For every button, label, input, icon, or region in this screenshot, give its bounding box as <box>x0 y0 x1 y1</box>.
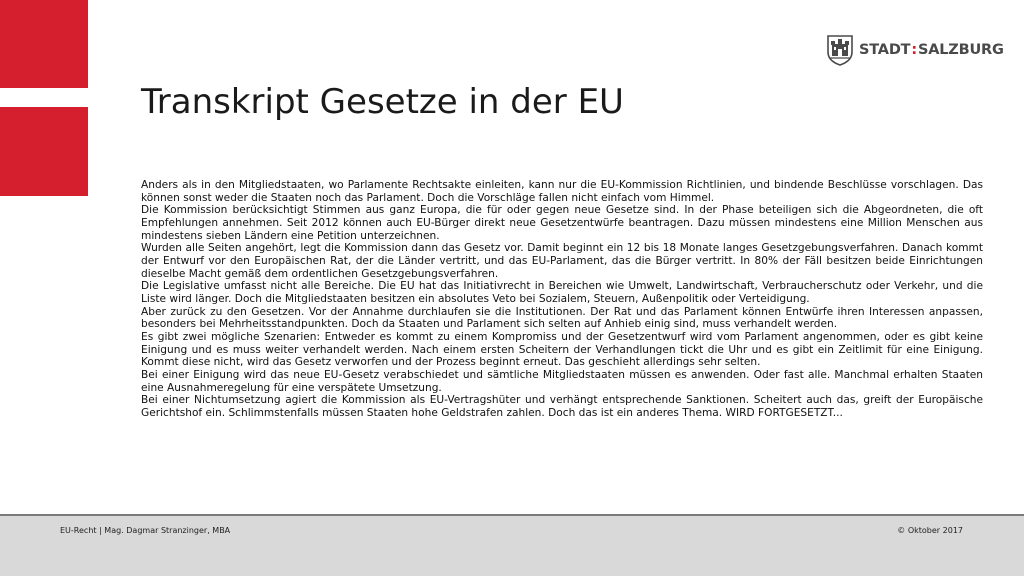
logo-text-right: SALZBURG <box>917 42 1004 58</box>
paragraph: Die Legislative umfasst nicht alle Bereiche. Die EU hat das Initiativrecht in Bereichen wie Umwelt, Landwirtschaft, Verbraucherschutz oder Verkehr, und die Liste wird länger. Doch die Mitgliedstaaten besitzen ein absolutes Veto bei Sozialem, Steuern, Außenpolitik oder Verteidigung. <box>141 280 983 305</box>
salzburg-coat-of-arms-icon <box>826 34 854 66</box>
red-accent-block-bottom <box>0 107 88 196</box>
paragraph: Bei einer Nichtumsetzung agiert die Kommission als EU-Vertragshüter und verhängt entsprechende Sanktionen. Scheitert auch das, greift der Europäische Gerichtshof ein. Schlimmstenfalls müssen Staaten hohe Geldstrafen zahlen. Doch das ist ein anderes Thema. WIRD FORTGESETZT... <box>141 394 983 419</box>
paragraph: Wurden alle Seiten angehört, legt die Kommission dann das Gesetz vor. Damit beginnt ein 12 bis 18 Monate langes Gesetzgebungsverfahren. Danach kommt der Entwurf vor den Europäischen Rat, der die Länder vertritt, und das EU-Parlament, das die Bürger vertritt. In 80% der Fäll besitzen beide Einrichtungen dieselbe Macht gemäß dem ordentlichen Gesetzgebungsverfahren. <box>141 242 983 280</box>
logo-text-left: STADT <box>859 42 911 58</box>
logo-separator: : <box>911 42 917 58</box>
paragraph: Bei einer Einigung wird das neue EU-Gesetz verabschiedet und sämtliche Mitgliedstaaten müssen es anwenden. Oder fast alle. Manchmal erhalten Staaten eine Ausnahmeregelung für eine verspätete Umsetzung. <box>141 368 983 394</box>
logo-wordmark <box>859 42 1004 58</box>
paragraph: Die Kommission berücksichtigt Stimmen aus ganz Europa, die für oder gegen neue Gesetze sind. In der Phase beteiligen sich die Abgeordneten, die oft Empfehlungen annehmen. Seit 2012 können auch EU-Bürger direkt neue Gesetzentwürfe beantragen. Dazu müssen mindestens eine Million Menschen aus mindestens sieben Ländern eine Petition unterzeichnen. <box>141 204 983 242</box>
slide-title: Transkript Gesetze in der EU <box>141 82 624 122</box>
paragraph: Anders als in den Mitgliedstaaten, wo Parlamente Rechtsakte einleiten, kann nur die EU-Kommission Richtlinien, und bindende Beschlüsse vorschlagen. Das können sonst weder die Staaten noch das Parlament. Doch die Vorschläge fallen nicht einfach vom Himmel. <box>141 179 983 204</box>
paragraph: Es gibt zwei mögliche Szenarien: Entweder es kommt zu einem Kompromiss und der Gesetzentwurf wird vom Parlament angenommen, oder es gibt keine Einigung und es muss weiter verhandelt werden. Nach einem ersten Scheitern der Verhandlungen tickt die Uhr und es gibt ein Zeitlimit für eine Einigung. Kommt diese nicht, wird das Gesetz verworfen und der Prozess beginnt erneut. Das geschieht allerdings sehr selten. <box>141 330 983 369</box>
transcript-body <box>141 179 983 419</box>
red-accent-block-top <box>0 0 88 88</box>
paragraph: Aber zurück zu den Gesetzen. Vor der Annahme durchlaufen sie die Institutionen. Der Rat und das Parlament können Entwürfe ihren Interessen anpassen, besonders bei Mehrheitsstandpunkten. Doch da Staaten und Parlament sich selten auf Anhieb einig sind, muss verhandelt werden. <box>141 305 983 331</box>
footer-author: EU-Recht | Mag. Dagmar Stranzinger, MBA <box>60 526 231 535</box>
footer-date: © Oktober 2017 <box>897 526 963 535</box>
stadt-salzburg-logo <box>826 34 1004 66</box>
slide-footer <box>0 514 1024 576</box>
